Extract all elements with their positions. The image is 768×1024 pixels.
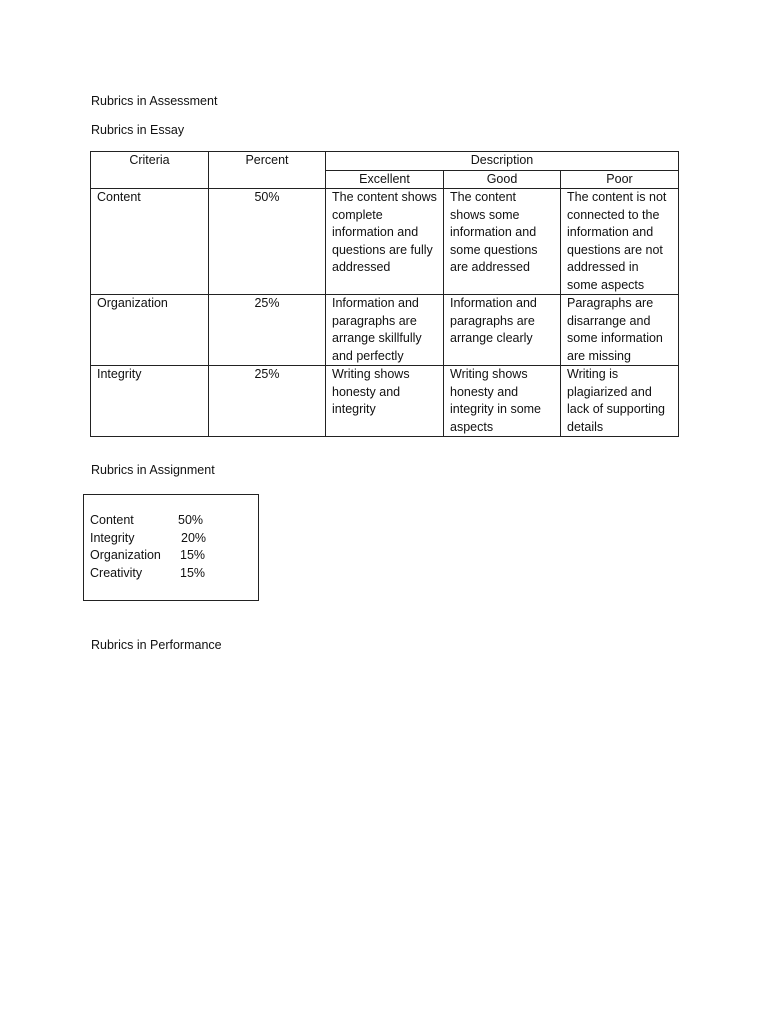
cell-good: The content shows some information and some questions are addressed xyxy=(444,189,561,295)
cell-poor: The content is not connected to the information and questions are not addressed in some aspects xyxy=(561,189,679,295)
item-percent: 50% xyxy=(178,513,204,527)
table-header-row xyxy=(91,152,679,171)
table-row xyxy=(91,295,679,366)
cell-percent: 25% xyxy=(209,295,326,366)
heading-rubrics-in-assignment: Rubrics in Assignment xyxy=(91,463,215,477)
header-percent: Percent xyxy=(209,152,326,189)
heading-rubrics-in-performance: Rubrics in Performance xyxy=(91,638,222,652)
cell-excellent: Information and paragraphs are arrange skillfully and perfectly xyxy=(326,295,444,366)
cell-excellent: Writing shows honesty and integrity xyxy=(326,366,444,437)
cell-excellent: The content shows complete information and questions are fully addressed xyxy=(326,189,444,295)
header-description: Description xyxy=(326,152,679,171)
table-row xyxy=(91,366,679,437)
cell-percent: 50% xyxy=(209,189,326,295)
cell-criteria: Content xyxy=(91,189,209,295)
item-name: Integrity xyxy=(90,530,135,545)
cell-criteria: Organization xyxy=(91,295,209,366)
heading-rubrics-in-essay: Rubrics in Essay xyxy=(91,123,185,137)
cell-good: Information and paragraphs are arrange clearly xyxy=(444,295,561,366)
item-name: Content xyxy=(90,513,134,527)
header-good: Good xyxy=(444,170,561,189)
item-percent: 20% xyxy=(181,530,207,545)
table-row xyxy=(91,189,679,295)
header-excellent: Excellent xyxy=(326,170,444,189)
assignment-rubric-box xyxy=(83,494,259,601)
item-percent: 15% xyxy=(180,565,206,580)
cell-criteria: Integrity xyxy=(91,366,209,437)
cell-poor: Writing is plagiarized and lack of supporting details xyxy=(561,366,679,437)
heading-rubrics-in-assessment: Rubrics in Assessment xyxy=(91,94,218,108)
item-percent: 15% xyxy=(180,548,206,562)
item-name: Creativity xyxy=(90,565,143,580)
cell-poor: Paragraphs are disarrange and some information are missing xyxy=(561,295,679,366)
cell-percent: 25% xyxy=(209,366,326,437)
item-name: Organization xyxy=(90,548,161,562)
header-criteria: Criteria xyxy=(91,152,209,189)
essay-rubric-table xyxy=(90,151,679,437)
cell-good: Writing shows honesty and integrity in some aspects xyxy=(444,366,561,437)
header-poor: Poor xyxy=(561,170,679,189)
